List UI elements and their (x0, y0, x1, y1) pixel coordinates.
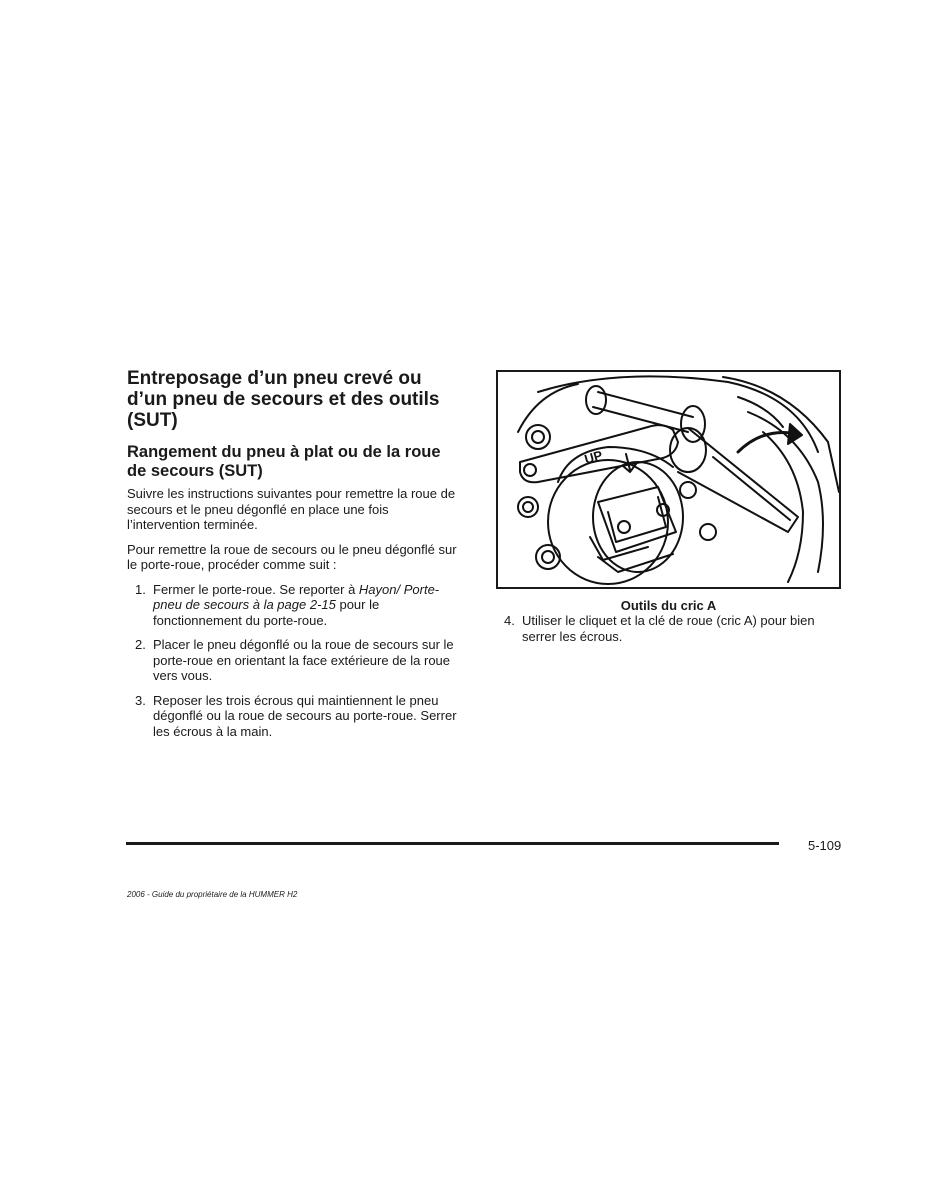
step-item (127, 693, 463, 740)
footer-note: 2006 - Guide du propriétaire de la HUMMER H2 (127, 890, 298, 899)
right-column (496, 370, 841, 653)
jack-tools-illustration (496, 370, 841, 589)
step-number: 3. (135, 692, 146, 708)
page-number: 5-109 (808, 838, 842, 853)
step-item (127, 637, 463, 684)
step-number: 4. (504, 613, 515, 628)
steps-list (127, 582, 463, 740)
tool-up-marking: UP (582, 447, 605, 467)
step-item (496, 613, 841, 644)
step-number: 2. (135, 637, 146, 652)
left-column (127, 368, 463, 748)
subsection-title: Rangement du pneu à plat ou de la roue de secours (SUT) (127, 443, 441, 480)
step-text: Utiliser le cliquet et la clé de roue (cric A) pour bien serrer les écrous. (522, 613, 815, 644)
jack-tools-drawing (498, 372, 839, 587)
cross-reference-link[interactable]: Hayon/ Porte-pneu de secours à la page 2-15 (153, 581, 440, 612)
step-item (127, 582, 463, 629)
step-text: Fermer le porte-roue. Se reporter à (153, 581, 359, 597)
step-number: 1. (135, 581, 146, 597)
step-text: Reposer les trois écrous qui maintiennent le pneu dégonflé ou la roue de secours au porte-roue. Serrer les écrous à la main. (153, 692, 457, 739)
lead-paragraph: Pour remettre la roue de secours ou le pneu dégonflé sur le porte-roue, procéder comme suit : (127, 541, 457, 572)
figure-caption: Outils du cric A (620, 598, 717, 613)
footer-divider (126, 842, 779, 845)
intro-paragraph: Suivre les instructions suivantes pour remettre la roue de secours et le pneu dégonflé en place une fois l’intervention terminée. (127, 486, 456, 532)
step-text-continued: pour le fonctionnement du porte-roue. (153, 597, 380, 628)
section-title: Entreposage d’un pneu crevé ou d’un pneu de secours et des outils (SUT) (127, 368, 440, 431)
step-text: Placer le pneu dégonflé ou la roue de secours sur le porte-roue en orientant la face extérieure de la roue vers vous. (153, 637, 454, 683)
steps-list-continued (496, 613, 841, 644)
